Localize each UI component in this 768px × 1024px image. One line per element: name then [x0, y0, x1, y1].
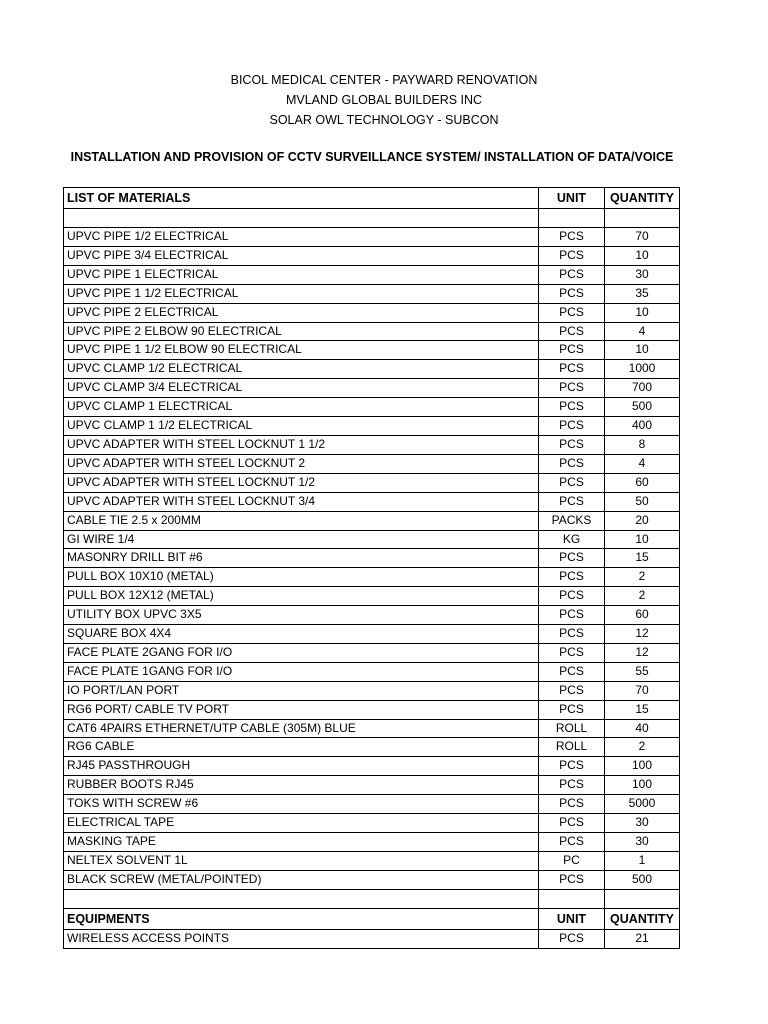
- table-row: [64, 587, 680, 606]
- material-name: UPVC CLAMP 1 1/2 ELECTRICAL: [64, 417, 539, 436]
- material-name: UPVC PIPE 3/4 ELECTRICAL: [64, 246, 539, 265]
- material-quantity: 500: [605, 870, 680, 889]
- material-quantity: 10: [605, 303, 680, 322]
- spacer-row: [64, 889, 680, 908]
- document-header: [0, 70, 768, 130]
- table-row: [64, 625, 680, 644]
- material-quantity: 40: [605, 719, 680, 738]
- equipments-header-row: [64, 908, 680, 929]
- material-name: GI WIRE 1/4: [64, 530, 539, 549]
- table-row: [64, 795, 680, 814]
- material-unit: ROLL: [539, 738, 605, 757]
- material-quantity: 2: [605, 587, 680, 606]
- table-row: [64, 228, 680, 247]
- material-quantity: 15: [605, 700, 680, 719]
- table-row: [64, 246, 680, 265]
- material-name: UPVC PIPE 2 ELECTRICAL: [64, 303, 539, 322]
- material-unit: PCS: [539, 795, 605, 814]
- table-row: [64, 719, 680, 738]
- material-quantity: 8: [605, 435, 680, 454]
- material-quantity: 2: [605, 568, 680, 587]
- material-name: RJ45 PASSTHROUGH: [64, 757, 539, 776]
- table-row: [64, 549, 680, 568]
- table-row: [64, 341, 680, 360]
- material-quantity: 15: [605, 549, 680, 568]
- equipment-name: WIRELESS ACCESS POINTS: [64, 929, 539, 948]
- header-equipments: EQUIPMENTS: [64, 908, 539, 929]
- material-quantity: 35: [605, 284, 680, 303]
- material-name: RG6 PORT/ CABLE TV PORT: [64, 700, 539, 719]
- material-quantity: 30: [605, 814, 680, 833]
- material-unit: PCS: [539, 662, 605, 681]
- material-quantity: 70: [605, 681, 680, 700]
- document-subtitle: INSTALLATION AND PROVISION OF CCTV SURVEILLANCE SYSTEM/ INSTALLATION OF DATA/VOICE: [70, 150, 674, 164]
- material-unit: PACKS: [539, 511, 605, 530]
- material-name: SQUARE BOX 4X4: [64, 625, 539, 644]
- material-unit: PCS: [539, 814, 605, 833]
- material-unit: PCS: [539, 870, 605, 889]
- table-row: [64, 643, 680, 662]
- material-quantity: 10: [605, 530, 680, 549]
- material-name: UPVC ADAPTER WITH STEEL LOCKNUT 2: [64, 454, 539, 473]
- material-quantity: 20: [605, 511, 680, 530]
- material-quantity: 50: [605, 492, 680, 511]
- material-quantity: 30: [605, 833, 680, 852]
- table-row: [64, 681, 680, 700]
- header-line-3: SOLAR OWL TECHNOLOGY - SUBCON: [269, 113, 499, 127]
- material-quantity: 30: [605, 265, 680, 284]
- table-row: [64, 700, 680, 719]
- material-quantity: 12: [605, 643, 680, 662]
- material-quantity: 12: [605, 625, 680, 644]
- material-quantity: 700: [605, 379, 680, 398]
- table-row: [64, 473, 680, 492]
- material-unit: PCS: [539, 700, 605, 719]
- material-name: RUBBER BOOTS RJ45: [64, 776, 539, 795]
- material-unit: ROLL: [539, 719, 605, 738]
- material-unit: PCS: [539, 360, 605, 379]
- material-quantity: 100: [605, 776, 680, 795]
- spacer-row: [64, 209, 680, 228]
- material-unit: PCS: [539, 246, 605, 265]
- material-unit: PCS: [539, 833, 605, 852]
- material-name: UPVC ADAPTER WITH STEEL LOCKNUT 1 1/2: [64, 435, 539, 454]
- material-name: UPVC CLAMP 1 ELECTRICAL: [64, 398, 539, 417]
- table-row: [64, 606, 680, 625]
- table-row: [64, 851, 680, 870]
- table-row: [64, 379, 680, 398]
- material-unit: PCS: [539, 776, 605, 795]
- material-quantity: 1: [605, 851, 680, 870]
- material-name: MASKING TAPE: [64, 833, 539, 852]
- material-unit: PCS: [539, 549, 605, 568]
- table-row: [64, 284, 680, 303]
- table-row: [64, 435, 680, 454]
- material-name: IO PORT/LAN PORT: [64, 681, 539, 700]
- materials-table: [63, 187, 680, 949]
- material-name: UPVC CLAMP 3/4 ELECTRICAL: [64, 379, 539, 398]
- material-unit: PC: [539, 851, 605, 870]
- table-row: [64, 492, 680, 511]
- material-unit: PCS: [539, 606, 605, 625]
- material-quantity: 55: [605, 662, 680, 681]
- material-unit: PCS: [539, 454, 605, 473]
- material-quantity: 10: [605, 246, 680, 265]
- material-quantity: 60: [605, 606, 680, 625]
- material-name: UPVC PIPE 1 1/2 ELBOW 90 ELECTRICAL: [64, 341, 539, 360]
- material-unit: PCS: [539, 398, 605, 417]
- material-name: NELTEX SOLVENT 1L: [64, 851, 539, 870]
- table-row: [64, 738, 680, 757]
- material-name: BLACK SCREW (METAL/POINTED): [64, 870, 539, 889]
- material-name: CAT6 4PAIRS ETHERNET/UTP CABLE (305M) BLUE: [64, 719, 539, 738]
- material-unit: PCS: [539, 643, 605, 662]
- table-row: [64, 833, 680, 852]
- material-quantity: 60: [605, 473, 680, 492]
- material-name: PULL BOX 12X12 (METAL): [64, 587, 539, 606]
- table-row: [64, 870, 680, 889]
- material-name: UPVC ADAPTER WITH STEEL LOCKNUT 1/2: [64, 473, 539, 492]
- material-name: PULL BOX 10X10 (METAL): [64, 568, 539, 587]
- material-unit: PCS: [539, 341, 605, 360]
- table-row: [64, 322, 680, 341]
- table-row: [64, 303, 680, 322]
- material-name: ELECTRICAL TAPE: [64, 814, 539, 833]
- material-name: UPVC CLAMP 1/2 ELECTRICAL: [64, 360, 539, 379]
- header-unit: UNIT: [539, 908, 605, 929]
- material-quantity: 4: [605, 322, 680, 341]
- header-quantity: QUANTITY: [605, 908, 680, 929]
- header-quantity: QUANTITY: [605, 188, 680, 209]
- material-unit: PCS: [539, 284, 605, 303]
- material-name: RG6 CABLE: [64, 738, 539, 757]
- table-row: [64, 814, 680, 833]
- material-name: FACE PLATE 1GANG FOR I/O: [64, 662, 539, 681]
- header-unit: UNIT: [539, 188, 605, 209]
- material-unit: PCS: [539, 492, 605, 511]
- material-unit: PCS: [539, 303, 605, 322]
- material-unit: PCS: [539, 417, 605, 436]
- table-row: [64, 454, 680, 473]
- material-unit: PCS: [539, 265, 605, 284]
- material-name: UTILITY BOX UPVC 3X5: [64, 606, 539, 625]
- table-row: [64, 568, 680, 587]
- material-name: UPVC PIPE 1 ELECTRICAL: [64, 265, 539, 284]
- table-row: [64, 757, 680, 776]
- equipment-unit: PCS: [539, 929, 605, 948]
- material-unit: PCS: [539, 322, 605, 341]
- material-name: UPVC ADAPTER WITH STEEL LOCKNUT 3/4: [64, 492, 539, 511]
- material-name: UPVC PIPE 1 1/2 ELECTRICAL: [64, 284, 539, 303]
- material-quantity: 500: [605, 398, 680, 417]
- table-row: [64, 929, 680, 948]
- header-list-of-materials: LIST OF MATERIALS: [64, 188, 539, 209]
- material-name: UPVC PIPE 1/2 ELECTRICAL: [64, 228, 539, 247]
- table-row: [64, 265, 680, 284]
- material-unit: PCS: [539, 473, 605, 492]
- material-name: TOKS WITH SCREW #6: [64, 795, 539, 814]
- material-unit: PCS: [539, 379, 605, 398]
- material-name: UPVC PIPE 2 ELBOW 90 ELECTRICAL: [64, 322, 539, 341]
- table-row: [64, 530, 680, 549]
- material-quantity: 2: [605, 738, 680, 757]
- material-name: MASONRY DRILL BIT #6: [64, 549, 539, 568]
- material-quantity: 1000: [605, 360, 680, 379]
- materials-header-row: [64, 188, 680, 209]
- table-row: [64, 511, 680, 530]
- material-unit: PCS: [539, 228, 605, 247]
- header-line-2: MVLAND GLOBAL BUILDERS INC: [285, 93, 483, 107]
- table-row: [64, 398, 680, 417]
- material-quantity: 400: [605, 417, 680, 436]
- materials-table-body: [64, 188, 680, 949]
- header-line-1: BICOL MEDICAL CENTER - PAYWARD RENOVATION: [230, 73, 538, 87]
- table-row: [64, 662, 680, 681]
- material-quantity: 10: [605, 341, 680, 360]
- material-unit: KG: [539, 530, 605, 549]
- material-quantity: 70: [605, 228, 680, 247]
- material-unit: PCS: [539, 587, 605, 606]
- table-row: [64, 417, 680, 436]
- material-quantity: 4: [605, 454, 680, 473]
- material-unit: PCS: [539, 757, 605, 776]
- table-row: [64, 360, 680, 379]
- material-unit: PCS: [539, 568, 605, 587]
- material-unit: PCS: [539, 625, 605, 644]
- material-name: FACE PLATE 2GANG FOR I/O: [64, 643, 539, 662]
- table-row: [64, 776, 680, 795]
- material-unit: PCS: [539, 681, 605, 700]
- material-unit: PCS: [539, 435, 605, 454]
- material-quantity: 5000: [605, 795, 680, 814]
- equipment-quantity: 21: [605, 929, 680, 948]
- material-name: CABLE TIE 2.5 x 200MM: [64, 511, 539, 530]
- material-quantity: 100: [605, 757, 680, 776]
